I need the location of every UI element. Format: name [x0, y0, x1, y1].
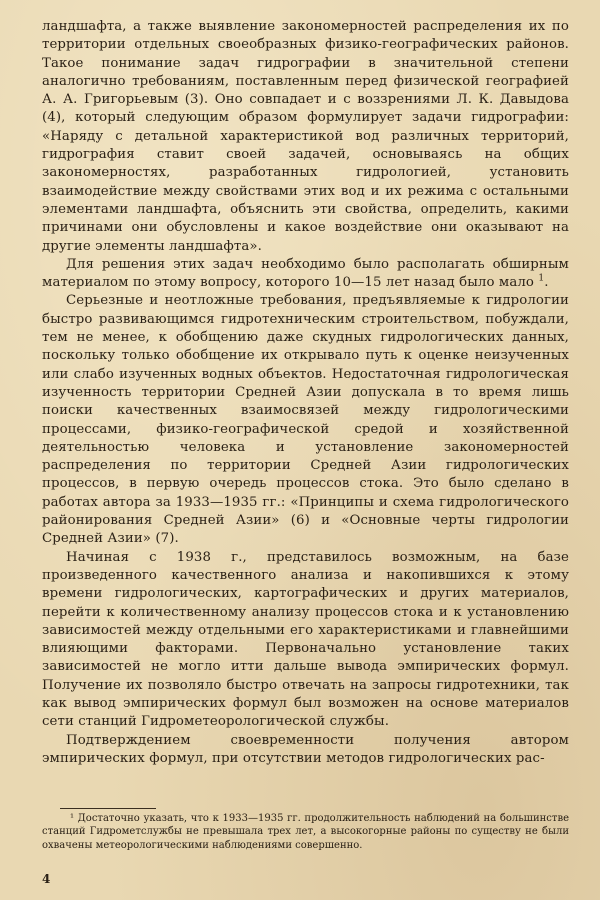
paragraph-5: Подтверждением своевременности получения автором эмпирических формул, при отсутствии методов гидрологических рас-	[42, 732, 569, 766]
paragraph-3: Серьезные и неотложные требования, предъявляемые к гидрологии быстро развивающимся гидротехническим строительством, побуждали, тем не менее, к обобщению даже скудных гидрологических данных, поскольку только обобщение их открывало путь к оценке неизученных или слабо изученных водных объектов. Недостаточная гидрологическая изученность территории Средней Азии допускала в то время лишь поиски качественных взаимосвязей между гидрологическими процессами, физико-географической средой и хозяйственной деятельностью человека и установление закономерностей распределения по территории Средней Азии гидрологических процессов, в первую очередь процессов стока. Это было сделано в работах автора за 1933—1935 гг.: «Принципы и схема гидрологического районирования Средней Азии» (6) и «Основные черты гидрологии Средней Азии» (7).	[42, 293, 569, 547]
footnote-reference: 1	[538, 273, 545, 284]
paragraph-2: Для решения этих задач необходимо было располагать обширным материалом по этому вопросу, которого 10—15 лет назад было мало $^1$.	[42, 256, 569, 291]
footnote	[42, 812, 569, 852]
page-number: 4	[42, 872, 51, 886]
footnote-divider	[60, 808, 156, 809]
footnote-text: ¹ Достаточно указать, что к 1933—1935 гг. продолжительность наблюдений на большинстве станций Гидрометслужбы не превышала трех лет, а высокогорные районы по существу не были охвачены метеорологическими наблюдениями совершенно.	[42, 813, 569, 851]
paragraph-2-text: Для решения этих задач необходимо было располагать обширным материалом по этому вопросу, которого 10—15 лет назад было мало	[42, 256, 569, 291]
paragraph-4: Начиная с 1938 г., представилось возможным, на базе произведенного качественного анализа и накопившихся к этому времени гидрологических, картографических и других материалов, перейти к количественному анализу процессов стока и к установлению зависимостей между отдельными его характеристиками и главнейшими влияющими факторами. Первоначально установление таких зависимостей не могло итти дальше вывода эмпирических формул. Получение их позволяло быстро отвечать на запросы гидротехники, так как вывод эмпирических формул был возможен на основе материалов сети станций Гидрометеорологической службы.	[42, 549, 569, 730]
paragraph-1: ландшафта, а также выявление закономерностей распределения их по территории отдельных своеобразных физико-географических районов. Такое понимание задач гидрографии в значительной степени аналогично требованиям, поставленным перед физической географией А. А. Григорьевым (3). Оно совпадает и с воззрениями Л. К. Давыдова (4), который следующим образом формулирует задачи гидрографии: «Наряду с детальной характеристикой вод различных территорий, гидрография ставит своей задачей, основываясь на общих закономерностях, разработанных гидрологией, установить взаимодействие между свойствами этих вод и их режима с остальными элементами ландшафта, объяснить эти свойства, определить, какими причинами они обусловлены и какое воздействие они оказывают на другие элементы ландшафта».	[42, 19, 569, 254]
body-text	[42, 18, 569, 768]
